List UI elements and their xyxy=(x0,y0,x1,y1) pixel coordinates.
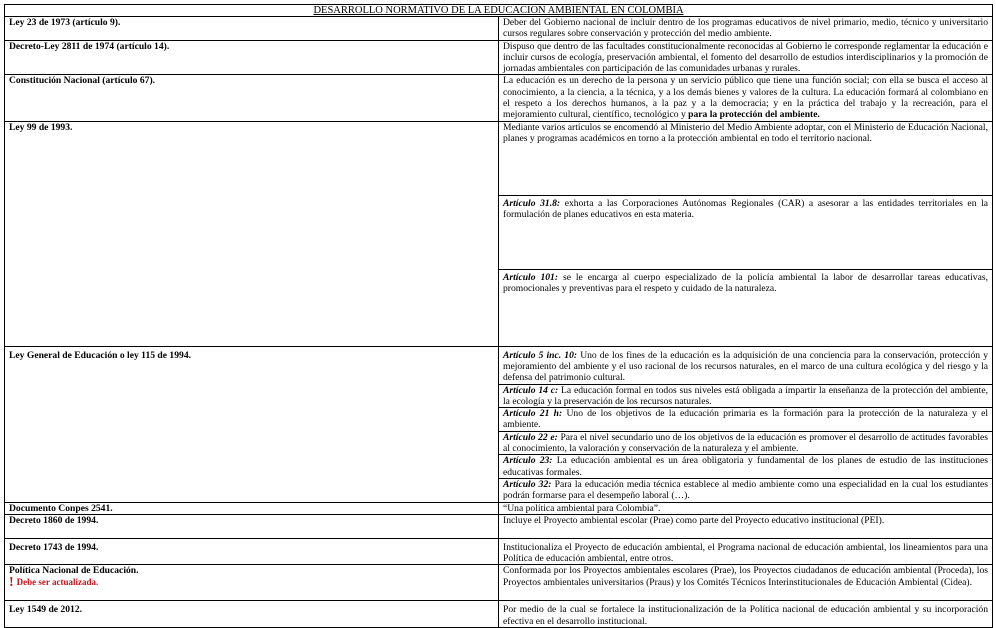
table-row xyxy=(5,121,993,195)
article-cell xyxy=(499,478,993,502)
article-label: Artículo 21 h: xyxy=(503,408,563,420)
table-row xyxy=(5,40,993,75)
article-cell xyxy=(499,408,993,432)
table-row xyxy=(5,75,993,121)
article-text: La educación ambiental es un área obligatoria y fundamental de los planes de estudio de las instituciones educativas formales. xyxy=(503,455,988,478)
article-label: Artículo 101: xyxy=(503,271,559,283)
table-title: DESARROLLO NORMATIVO DE LA EDUCACION AMBIENTAL EN COLOMBIA xyxy=(5,5,993,17)
law-cell xyxy=(5,565,499,601)
description-cell: Incluye el Proyecto ambiental escolar (Prae) como parte del Proyecto educativo institucional (PEI). xyxy=(499,514,993,538)
law-title: Política Nacional de Educación. xyxy=(9,565,139,577)
description-cell: Institucionaliza el Proyecto de educación ambiental, el Programa nacional de educación ambiental, los lineamientos para una Política de educación ambiental, entre otros. xyxy=(499,538,993,565)
article-cell xyxy=(499,195,993,269)
law-cell: Ley General de Educación o ley 115 de 1994. xyxy=(5,346,499,502)
article-cell xyxy=(499,269,993,346)
article-label: Artículo 5 inc. 10: xyxy=(503,349,578,361)
law-cell: Ley 1549 de 2012. xyxy=(5,601,499,628)
description-text: La educación es un derecho de la persona y un servicio público que tiene una función social; con ella se busca el acceso al conocimiento, a la ciencia, a la técnica, y a los demás bienes y valores de la cultura. La educación formará al colombiano en el respeto a los derechos humanos, a la paz y a la democracia; y en la práctica del trabajo y la recreación, para el mejoramiento cultural, científico, tecnológico y xyxy=(503,75,988,121)
article-cell xyxy=(499,431,993,455)
law-cell: Documento Conpes 2541. xyxy=(5,502,499,514)
warning-text: Debe ser actualizada. xyxy=(16,576,99,587)
table-row xyxy=(5,601,993,628)
law-cell: Ley 23 de 1973 (artículo 9). xyxy=(5,17,499,41)
table-row xyxy=(5,514,993,538)
law-cell: Decreto 1860 de 1994. xyxy=(5,514,499,538)
table-row xyxy=(5,502,993,514)
description-cell: “Una política ambiental para Colombia”. xyxy=(499,502,993,514)
article-label: Artículo 14 c: xyxy=(503,384,559,396)
article-text: Para el nivel secundario uno de los objetivos de la educación es promover el desarrollo de actitudes favorables al conocimiento, la valoración y conservación de la naturaleza y el ambiente. xyxy=(503,431,988,455)
table-title-row xyxy=(5,5,993,17)
article-label: Artículo 23: xyxy=(503,455,553,467)
description-cell: Dispuso que dentro de las facultades constitucionalmente reconocidas al Gobierno le corresponde reglamentar la educación e incluir cursos de ecología, preservación ambiental, el fomento del desarrollo de estudios interdisciplinarios y la promoción de jornadas ambientales con participación de las comunidades urbanas y rurales. xyxy=(499,40,993,75)
exclamation-icon: ! xyxy=(9,574,14,590)
article-text: se le encarga al cuerpo especializado de la policía ambiental la labor de desarrollar tareas educativas, promocionales y preventivas para el respeto y cuidado de la naturaleza. xyxy=(503,271,988,294)
description-cell: Mediante varios artículos se encomendó al Ministerio del Medio Ambiente adoptar, con el Ministerio de Educación Nacional, planes y programas académicos en torno a la protección ambiental en todo el territorio nacional. xyxy=(499,121,993,195)
update-warning xyxy=(9,574,494,590)
article-label: Artículo 31.8: xyxy=(503,197,561,209)
table-subrow xyxy=(5,346,993,384)
article-text: La educación formal en todos sus niveles está obligada a impartir la enseñanza de la protección del ambiente, la ecología y la preservación de los recursos naturales. xyxy=(503,384,988,407)
description-cell: Conformada por los Proyectos ambientales escolares (Prae), los Proyectos ciudadanos de educación ambiental (Proceda), los Proyectos ambientales universitarios (Praus) y los Comités Técnicos Interinstitucionales de Educación Ambiental (Cidea). xyxy=(499,565,993,601)
description-cell: Por medio de la cual se fortalece la institucionalización de la Política nacional de educación ambiental y su incorporación efectiva en el desarrollo institucional. xyxy=(499,601,993,628)
table-row xyxy=(5,17,993,41)
article-label: Artículo 32: xyxy=(503,478,552,490)
article-text: Uno de los objetivos de la educación primaria es la formación para la protección de la naturaleza y el ambiente. xyxy=(503,408,988,431)
description-cell: Deber del Gobierno nacional de incluir dentro de los programas educativos de nivel primario, medio, técnico y universitario cursos regulares sobre conservación y protección del medio ambiente. xyxy=(499,17,993,41)
description-bold-text: para la protección del ambiente. xyxy=(688,109,820,121)
law-cell: Decreto 1743 de 1994. xyxy=(5,538,499,565)
article-cell xyxy=(499,455,993,479)
table-row xyxy=(5,565,993,601)
article-cell xyxy=(499,346,993,384)
table-row xyxy=(5,538,993,565)
article-cell xyxy=(499,384,993,408)
law-cell: Decreto-Ley 2811 de 1974 (artículo 14). xyxy=(5,40,499,75)
article-text: Uno de los fines de la educación es la adquisición de una conciencia para la conservación, protección y mejoramiento del ambiente y el uso racional de los recursos naturales, en el marco de una cultura ecológica y del riesgo y la defensa del patrimonio cultural. xyxy=(503,349,988,384)
normative-table xyxy=(4,4,993,628)
article-text: exhorta a las Corporaciones Autónomas Regionales (CAR) a asesorar a las entidades territoriales en la formulación de planes educativos en esta materia. xyxy=(503,197,988,220)
article-label: Artículo 22 e: xyxy=(503,431,558,443)
description-cell xyxy=(499,75,993,121)
law-cell: Constitución Nacional (artículo 67). xyxy=(5,75,499,121)
law-cell: Ley 99 de 1993. xyxy=(5,121,499,346)
article-text: Para la educación media técnica establece al medio ambiente como una especialidad en la cual los estudiantes podrán formarse para el desempeño laboral (…). xyxy=(503,478,988,502)
